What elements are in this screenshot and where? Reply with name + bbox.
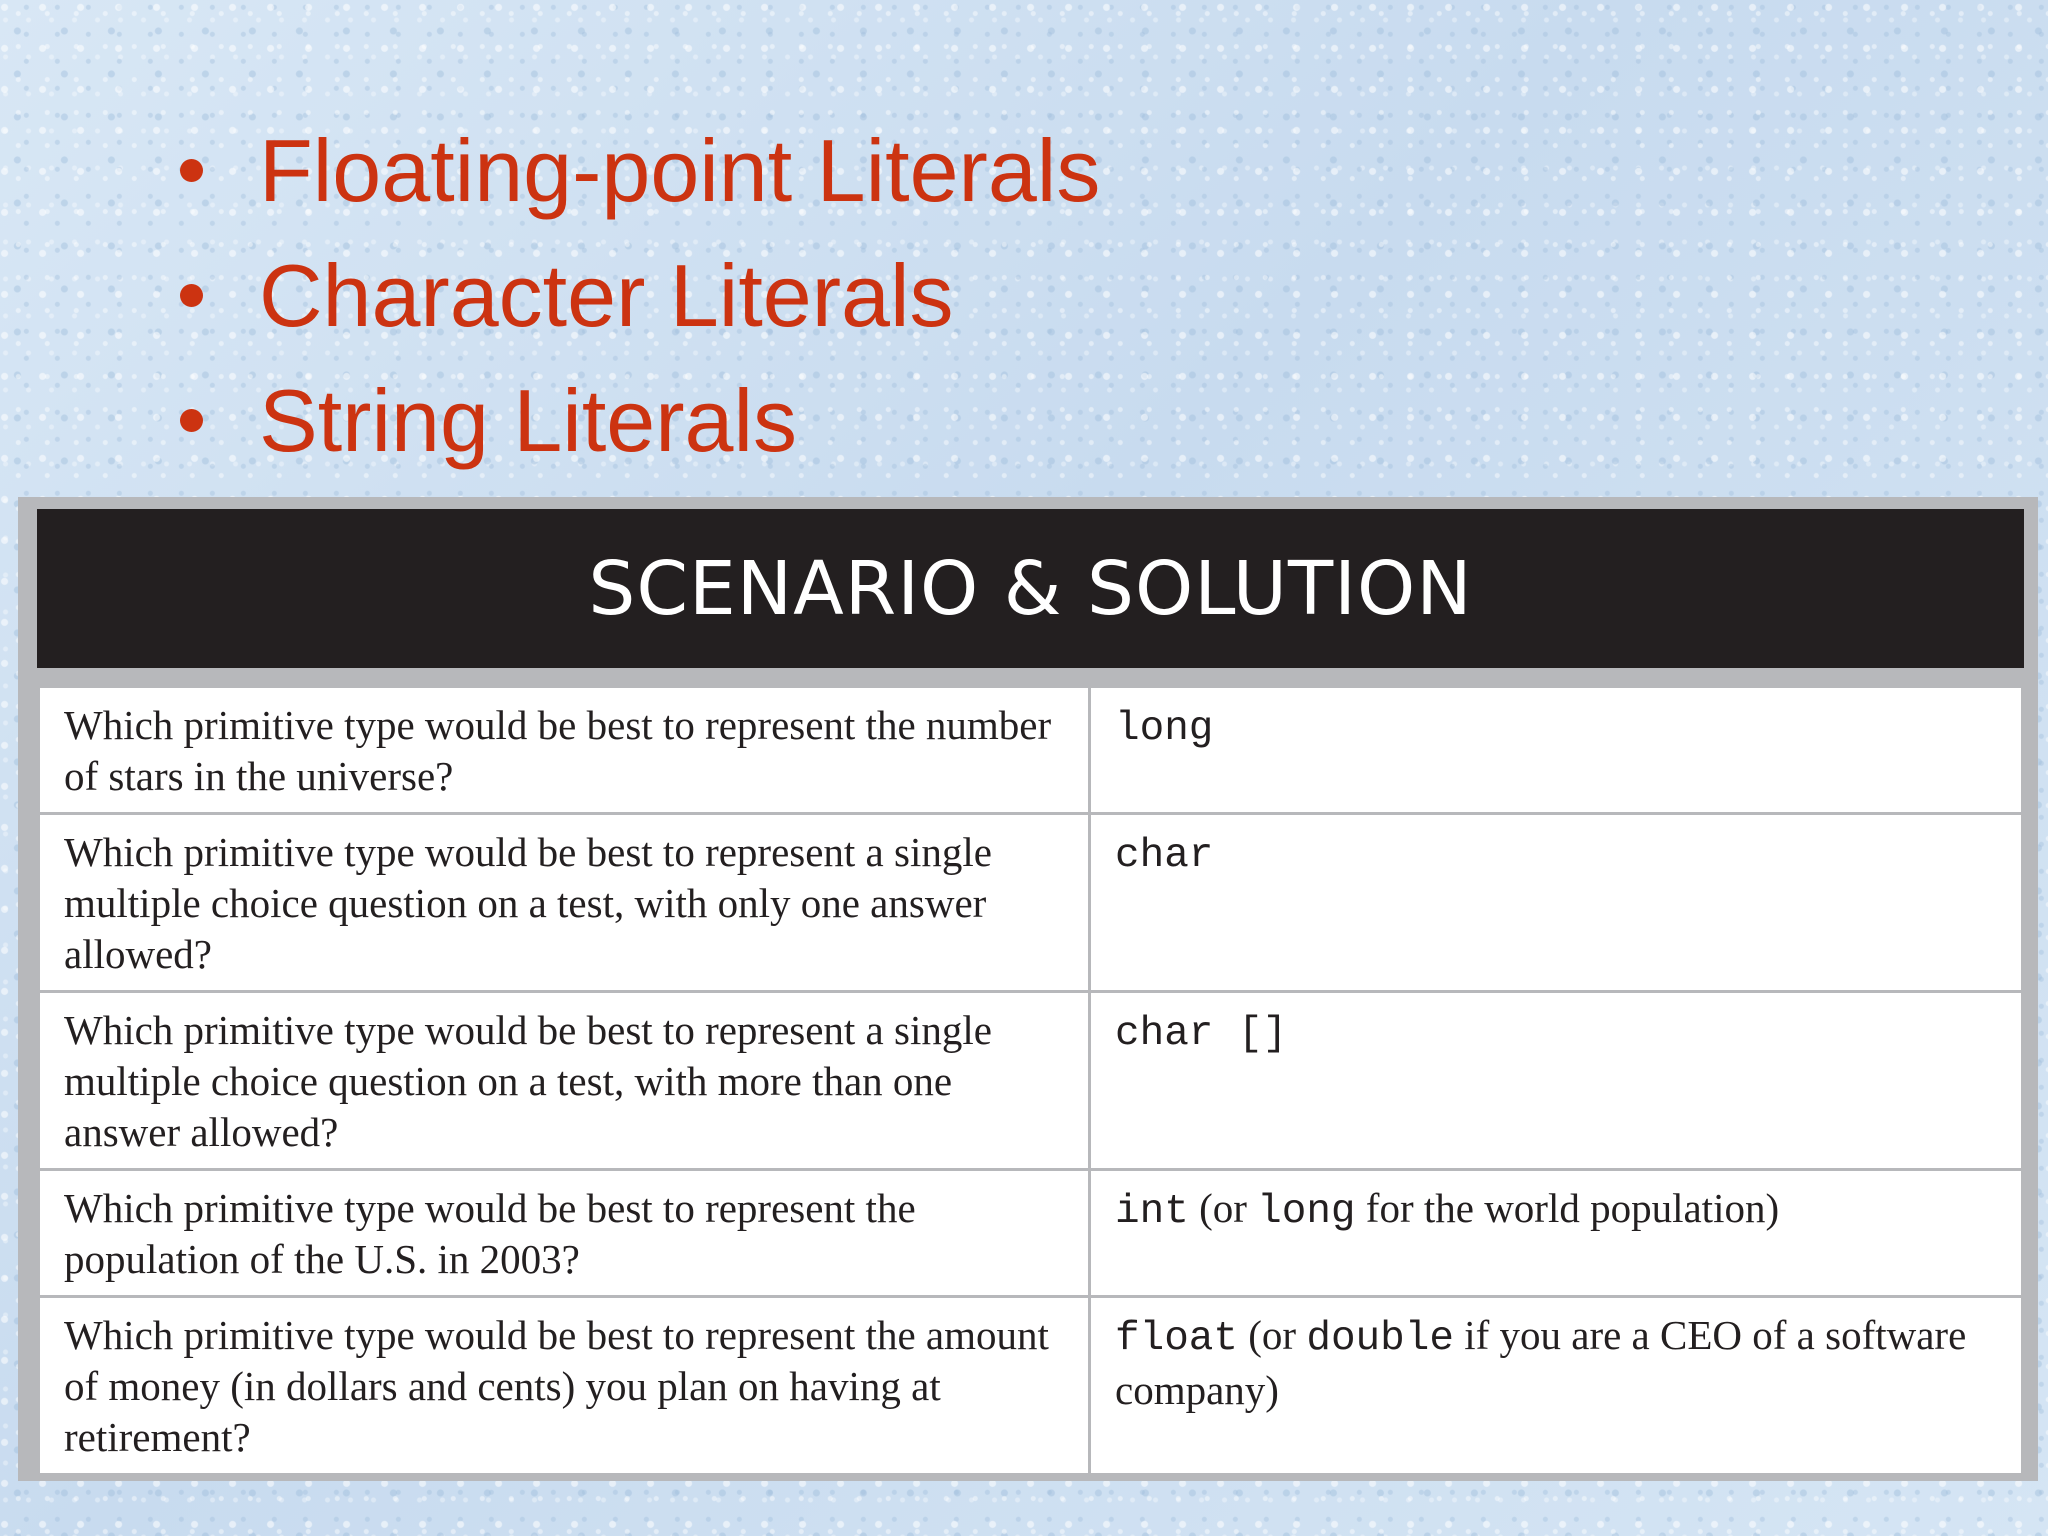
bullet-text: Character Literals [259,245,954,345]
table-row [39,1170,2023,1297]
scenario-cell: Which primitive type would be best to represent the number of stars in the universe? [39,687,1090,814]
solution-code-2: long [1257,1189,1356,1235]
solution-cell [1090,1297,2023,1475]
solution-text-2: for the world population) [1355,1185,1780,1231]
solution-cell [1090,814,2023,992]
table-row [39,992,2023,1170]
scenario-cell: Which primitive type would be best to represent a single multiple choice question on a test, with more than one answer allowed? [39,992,1090,1170]
solution-text: (or [1188,1185,1258,1231]
solution-cell [1090,687,2023,814]
solution-code: float [1115,1316,1239,1362]
bullet-item [172,233,1100,358]
solution-code-2: double [1306,1316,1454,1362]
bullet-dot-icon [180,409,203,432]
bullet-dot-icon [180,284,203,307]
bullet-dot-icon [180,159,203,182]
solution-text-2: if you are a CEO of a software company) [1115,1312,1967,1413]
table-row [39,687,2023,814]
bullet-item [172,108,1100,233]
solution-code: int [1115,1189,1189,1235]
bullet-item [172,358,1100,483]
bullet-text: String Literals [259,370,798,470]
solution-cell [1090,1170,2023,1297]
scenario-cell: Which primitive type would be best to represent a single multiple choice question on a test, with only one answer allowed? [39,814,1090,992]
solution-cell [1090,992,2023,1170]
scenario-cell: Which primitive type would be best to represent the amount of money (in dollars and cents) you plan on having at retirement? [39,1297,1090,1475]
table-row [39,814,2023,992]
bullet-list [172,108,1100,483]
scenario-cell: Which primitive type would be best to represent the population of the U.S. in 2003? [39,1170,1090,1297]
table-row [39,1297,2023,1475]
solution-code: long [1115,706,1214,752]
bullet-text: Floating-point Literals [259,120,1101,220]
table-header: SCENARIO & SOLUTION [37,509,2024,668]
solution-code: char [] [1115,1011,1288,1057]
solution-code: char [1115,833,1214,879]
scenario-solution-table [18,497,2038,1481]
solution-text: (or [1238,1312,1307,1358]
header-separator [37,668,2024,685]
scenario-table [37,685,2024,1476]
